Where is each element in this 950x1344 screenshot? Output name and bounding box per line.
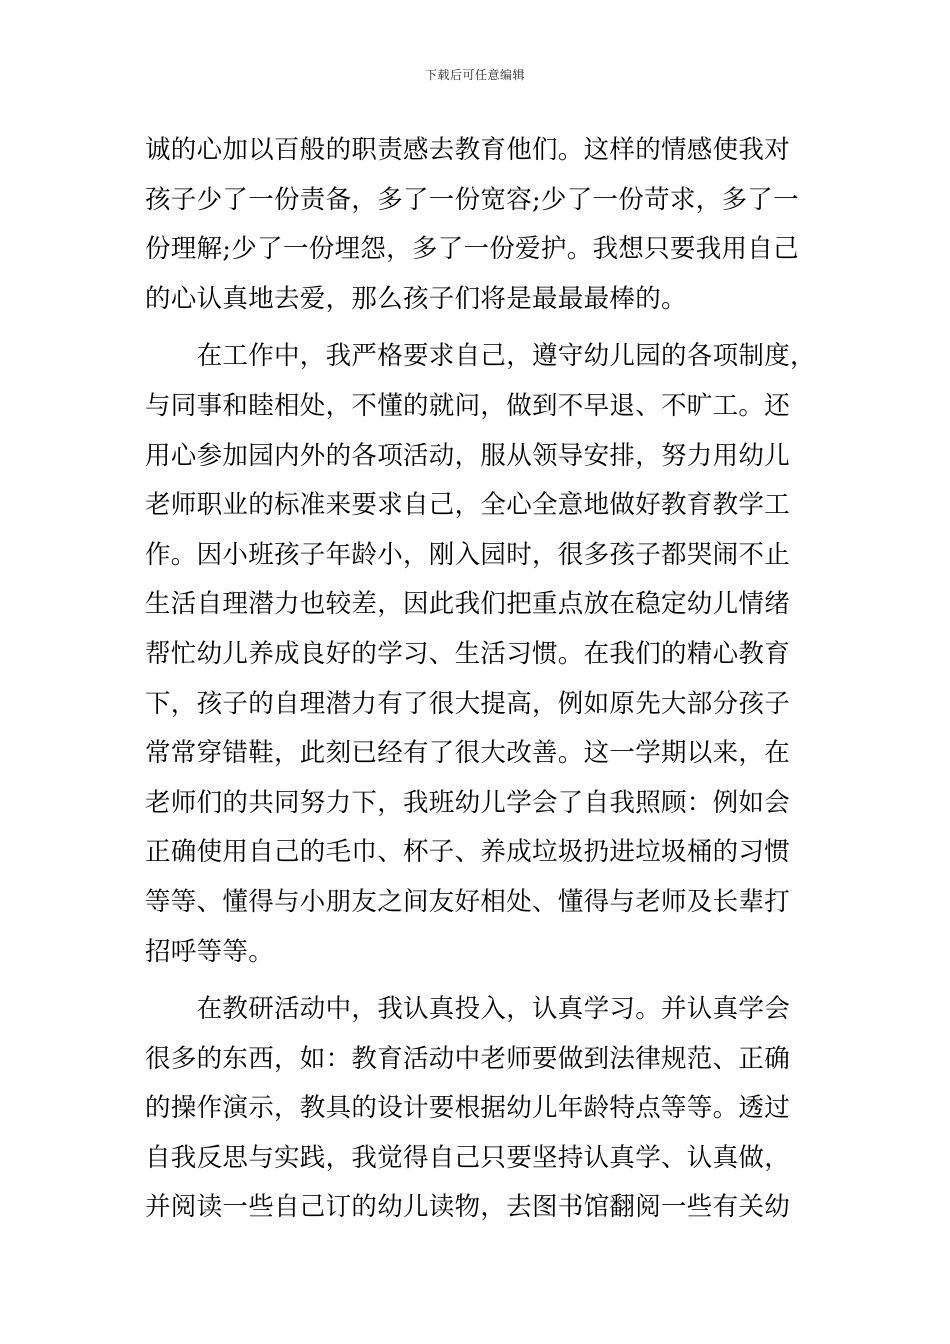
page-header: 下载后可任意编辑: [424, 68, 525, 82]
paragraph-gap: [145, 977, 825, 985]
text-line: 在工作中，我严格要求自己，遵守幼儿园的各项制度，: [145, 341, 816, 372]
text-line: 与同事和睦相处，不懂的就问，做到不早退、不旷工。还: [145, 390, 791, 421]
text-line: 用心参加园内外的各项活动，服从领导安排，努力用幼儿: [145, 440, 791, 471]
text-line: 老师职业的标准来要求自己，全心全意地做好教育教学工: [145, 490, 791, 521]
text-line: 老师们的共同努力下，我班幼儿学会了自我照顾：例如会: [145, 787, 791, 818]
text-line: 作。因小班孩子年龄小，刚入园时，很多孩子都哭闹不止: [145, 539, 791, 570]
text-line: 下，孩子的自理潜力有了很大提高，例如原先大部分孩子: [145, 688, 791, 719]
text-line: 正确使用自己的毛巾、杯子、养成垃圾扔进垃圾桶的习惯: [145, 837, 791, 868]
text-line: 在教研活动中，我认真投入，认真学习。并认真学会: [145, 994, 791, 1025]
document-body: [145, 126, 825, 1233]
text-line: 生活自理潜力也较差，因此我们把重点放在稳定幼儿情绪: [145, 589, 791, 620]
text-line: 并阅读一些自己订的幼儿读物，去图书馆翻阅一些有关幼: [145, 1192, 791, 1223]
paragraph: [145, 126, 825, 324]
text-line: 招呼等等。: [145, 936, 275, 967]
text-line: 份理解;少了一份埋怨，多了一份爱护。我想只要我用自己: [145, 234, 799, 265]
text-line: 等等、懂得与小朋友之间友好相处、懂得与老师及长辈打: [145, 886, 791, 917]
text-line: 诚的心加以百般的职责感去教育他们。这样的情感使我对: [145, 135, 791, 165]
text-line: 的操作演示，教具的设计要根据幼儿年龄特点等等。透过: [145, 1093, 791, 1124]
text-line: 常常穿错鞋，此刻已经有了很大改善。这一学期以来，在: [145, 738, 791, 769]
text-line: 帮忙幼儿养成良好的学习、生活习惯。在我们的精心教育: [145, 638, 791, 669]
paragraph: [145, 985, 825, 1233]
text-line: 很多的东西，如：教育活动中老师要做到法律规范、正确: [145, 1043, 791, 1074]
text-line: 孩子少了一份责备，多了一份宽容;少了一份苛求，多了一: [145, 184, 799, 215]
text-line: 自我反思与实践，我觉得自己只要坚持认真学、认真做，: [145, 1142, 791, 1173]
text-line: 的心认真地去爱，那么孩子们将是最最最棒的。: [145, 283, 687, 314]
paragraph: [145, 332, 825, 977]
paragraph-gap: [145, 324, 825, 332]
